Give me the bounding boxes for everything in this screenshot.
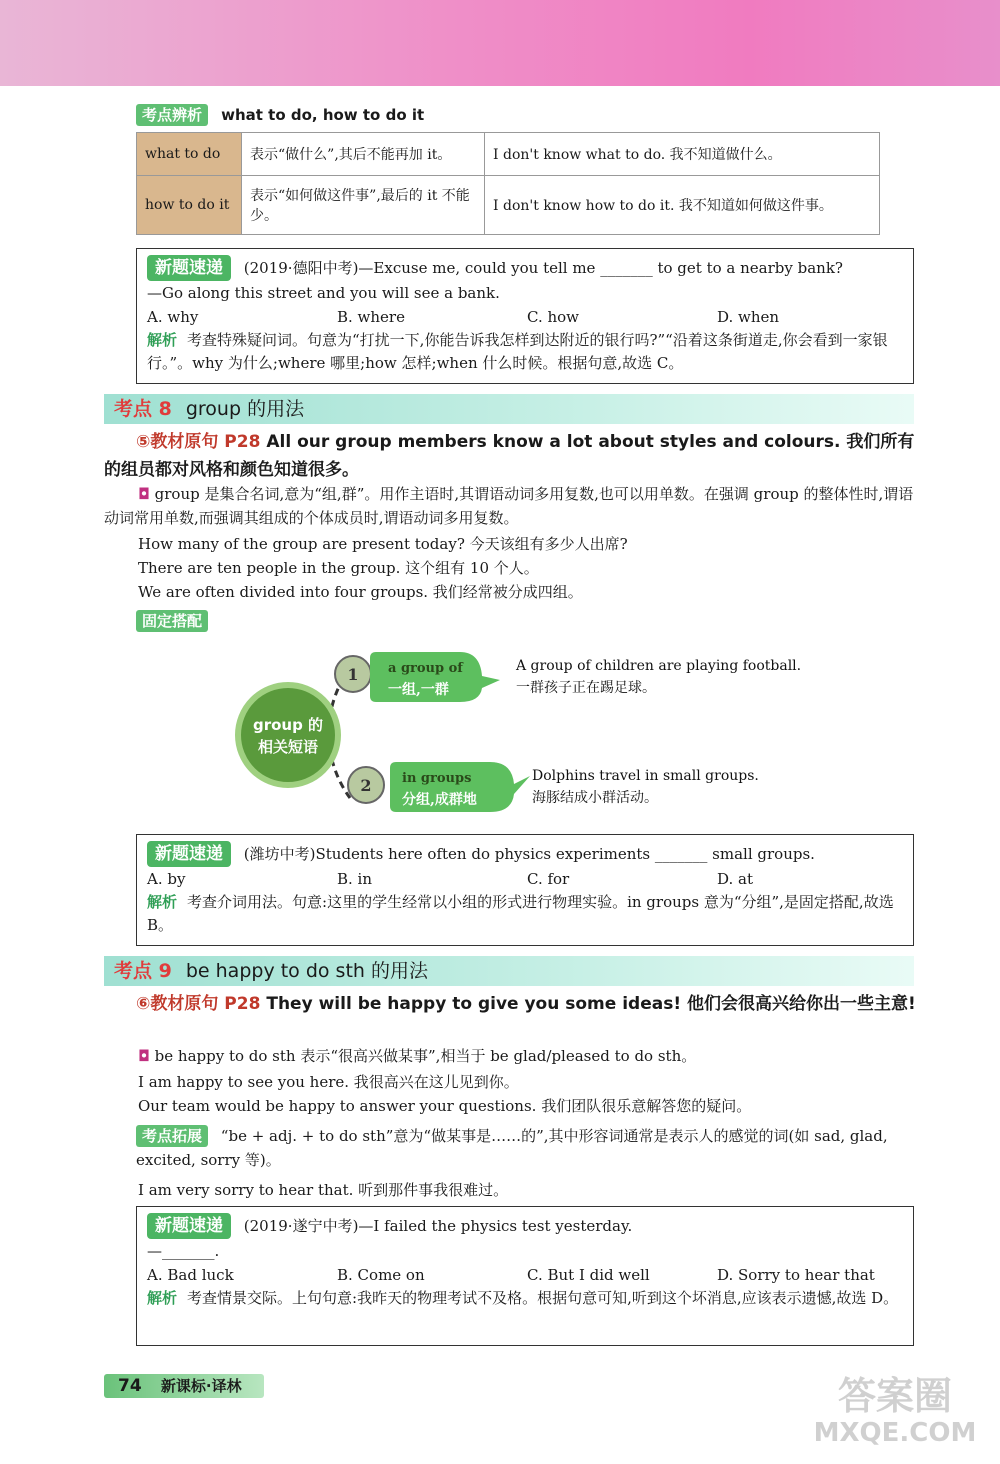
table-row [137, 133, 880, 176]
bubble-2-cn: 分组,成群地 [402, 792, 477, 808]
explanation-text: be happy to do sth 表示“很高兴做某事”,相当于 be glad/pleased to do sth。 [154, 1047, 697, 1065]
options [147, 867, 913, 891]
page-number: 74 [118, 1376, 142, 1396]
source-label: ⑥教材原句 P28 [136, 994, 261, 1014]
section-number: 考点 9 [114, 960, 172, 982]
source-text: All our group members know a lot about styles and colours. 我们所有的组员都对风格和颜色知道很多。 [104, 432, 915, 480]
example-2-en: Dolphins travel in small groups. [532, 768, 759, 784]
comparison-table [136, 132, 880, 235]
source-sentence [104, 428, 916, 484]
watermark-line-2: MXQE.COM [813, 1418, 977, 1448]
fixed-collocation [136, 610, 208, 632]
source-text: They will be happy to give you some ideas! 他们会很高兴给你出一些主意! [266, 994, 916, 1014]
source-sentence [104, 990, 916, 1018]
watermark [800, 1374, 990, 1448]
bubble-2-en: in groups [402, 771, 472, 786]
footer-badge [104, 1374, 264, 1398]
bubble-1-cn: 一组,一群 [388, 682, 449, 698]
explanation-text: group 是集合名词,意为“组,群”。用作主语时,其谓语动词多用复数,也可以用单数。在强调 group 的整体性时,谓语动词常用单数,而强调其组成的个体成员时,谓语动词多用复数。 [104, 485, 914, 527]
question-reply: —Go along this street and you will see a bank. [147, 284, 500, 302]
analysis [147, 329, 903, 375]
question-reply: —_______. [147, 1242, 220, 1260]
phrase-diagram [200, 640, 820, 830]
option-a: A. Bad luck [147, 1266, 234, 1284]
example-line: Our team would be happy to answer your questions. 我们团队很乐意解答您的疑问。 [138, 1097, 752, 1115]
number-2: 2 [360, 776, 372, 795]
section-number: 考点 8 [114, 398, 172, 420]
kdjx-tag: 考点辨析 [136, 104, 208, 126]
option-b: B. where [337, 308, 405, 326]
option-d: D. when [717, 308, 780, 326]
example-2-cn: 海豚结成小群活动。 [532, 790, 658, 806]
quiz-box-2 [136, 834, 914, 946]
quiz-tag: 新题速递 [147, 1213, 231, 1239]
analysis-text: 考查特殊疑问词。句意为“打扰一下,你能告诉我怎样到达附近的银行吗?”“沿着这条街道走,你会看到一家银行。”。why 为什么;where 哪里;how 怎样;when 什么时候。根据句意,故选 C。 [147, 331, 888, 372]
example-1-cn: 一群孩子正在踢足球。 [516, 680, 656, 696]
quiz-box-1 [136, 248, 914, 384]
option-a: A. by [147, 870, 186, 888]
section-bar-9 [104, 956, 914, 986]
section-bar-8 [104, 394, 914, 424]
jx-label: 解析 [147, 893, 178, 911]
header-band [0, 0, 1000, 86]
analysis-text: 考查介词用法。句意:这里的学生经常以小组的形式进行物理实验。in groups 意为“分组”,是固定搭配,故选 B。 [147, 893, 894, 934]
bubble-1-en: a group of [388, 661, 463, 676]
extension [136, 1124, 918, 1172]
question-text: (2019·遂宁中考)—I failed the physics test yesterday. [243, 1217, 633, 1235]
extension-example: I am very sorry to hear that. 听到那件事我很难过。 [138, 1181, 509, 1199]
option-b: B. in [337, 870, 373, 888]
example-cell: I don't know how to do it. 我不知道如何做这件事。 [485, 176, 880, 235]
center-circle [238, 685, 338, 785]
example-cell: I don't know what to do. 我不知道做什么。 [485, 133, 880, 176]
example-line: There are ten people in the group. 这个组有 10 个人。 [138, 559, 539, 577]
watermark-line-1: 答案圈 [837, 1374, 952, 1418]
examples [138, 1070, 918, 1118]
option-c: C. how [527, 308, 580, 326]
phrase-cell: what to do [137, 133, 242, 176]
center-line-1: group 的 [252, 716, 324, 734]
book-name: 新课标·译林 [160, 1377, 242, 1395]
analysis-header [136, 104, 424, 126]
analysis-text: 考查情景交际。上句句意:我昨天的物理考试不及格。根据句意可知,听到这个坏消息,应该表示遗憾,故选 D。 [187, 1289, 899, 1307]
example-line: I am happy to see you here. 我很高兴在这儿见到你。 [138, 1073, 519, 1091]
quiz-tag: 新题速递 [147, 841, 231, 867]
option-c: C. for [527, 870, 570, 888]
desc-cell: 表示“如何做这件事”,最后的 it 不能少。 [242, 176, 485, 235]
center-line-2: 相关短语 [257, 738, 319, 756]
analysis [147, 891, 903, 937]
explanation [104, 1044, 916, 1068]
example-line: We are often divided into four groups. 我们经常被分成四组。 [138, 583, 583, 601]
source-label: ⑤教材原句 P28 [136, 432, 261, 452]
jx-label: 解析 [147, 1289, 178, 1307]
bullet-icon: ◘ [138, 485, 150, 503]
jx-label: 解析 [147, 331, 178, 349]
option-a: A. why [147, 308, 199, 326]
option-d: D. at [717, 870, 753, 888]
kdjx-title: what to do, how to do it [221, 106, 425, 124]
extension-text: “be + adj. + to do sth”意为“做某事是……的”,其中形容词通常是表示人的感觉的词(如 sad, glad, excited, sorry 等)。 [136, 1127, 888, 1169]
option-d: D. Sorry to hear that [717, 1266, 875, 1284]
example-1-en: A group of children are playing football. [516, 658, 802, 674]
analysis [147, 1287, 903, 1310]
section-title: be happy to do sth 的用法 [185, 960, 428, 982]
examples [138, 532, 918, 604]
tz-tag: 考点拓展 [136, 1125, 208, 1147]
option-b: B. Come on [337, 1266, 425, 1284]
quiz-box-3 [136, 1206, 914, 1346]
desc-cell: 表示“做什么”,其后不能再加 it。 [242, 133, 485, 176]
options [147, 305, 913, 329]
question-text: (2019·德阳中考)—Excuse me, could you tell me _______ to get to a nearby bank? [243, 259, 843, 277]
table-row [137, 176, 880, 235]
number-1: 1 [347, 665, 359, 684]
quiz-tag: 新题速递 [147, 255, 231, 281]
phrase-cell: how to do it [137, 176, 242, 235]
question-text: (潍坊中考)Students here often do physics experiments _______ small groups. [243, 845, 815, 863]
example-line: How many of the group are present today? 今天该组有多少人出席? [138, 535, 628, 553]
bullet-icon: ◘ [138, 1047, 150, 1065]
option-c: C. But I did well [527, 1266, 650, 1284]
gd-tag: 固定搭配 [136, 610, 208, 632]
explanation [104, 482, 916, 530]
section-title: group 的用法 [185, 398, 305, 420]
options [147, 1263, 913, 1287]
